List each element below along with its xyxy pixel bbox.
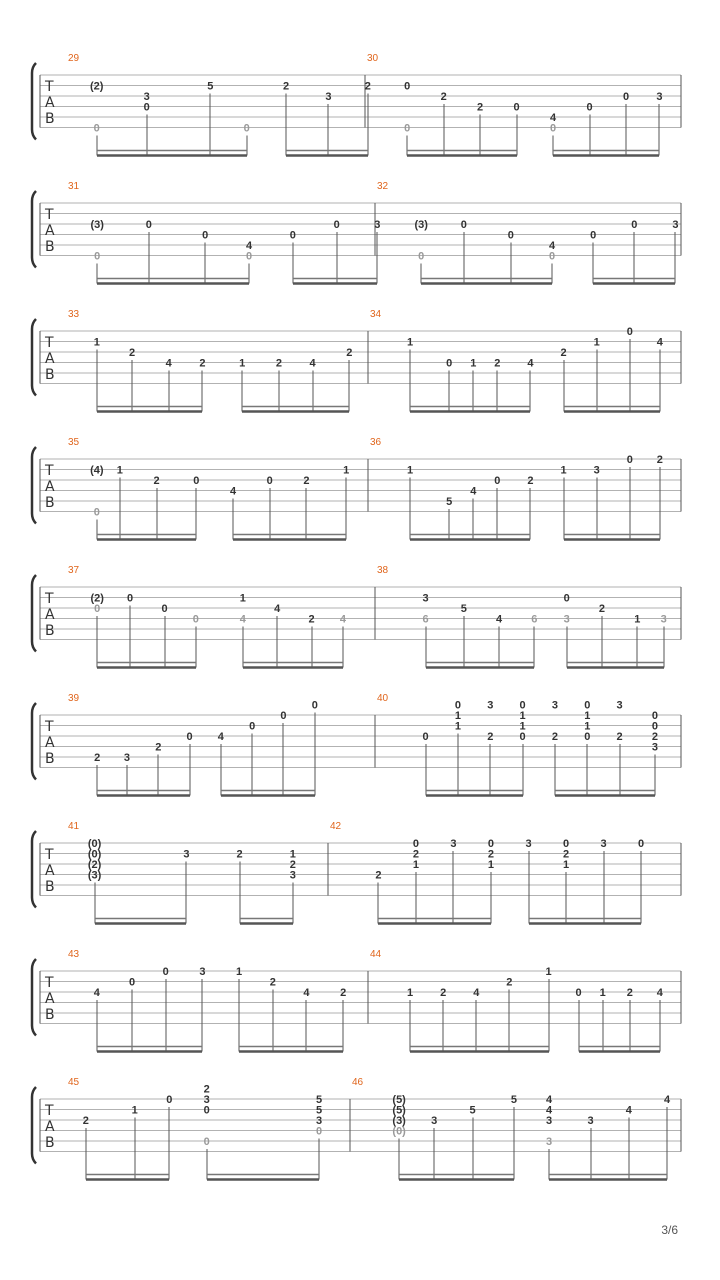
fret-number: 1 bbox=[289, 848, 296, 861]
page-number: 3/6 bbox=[661, 1223, 678, 1237]
measure-number: 42 bbox=[330, 821, 342, 832]
tab-clef-letter: A bbox=[45, 863, 55, 879]
fret-number: 2 bbox=[651, 731, 658, 743]
system-bracket bbox=[32, 319, 36, 396]
measure bbox=[68, 53, 371, 156]
fret-number: 0 bbox=[651, 720, 658, 733]
fret-number: 3 bbox=[422, 592, 429, 605]
fret-number: 3 bbox=[123, 752, 131, 764]
fret-number: (2) bbox=[87, 859, 102, 871]
fret-number: 0 bbox=[550, 122, 557, 135]
fret-number: 0 bbox=[333, 219, 340, 231]
fret-number: 4 bbox=[546, 1104, 553, 1117]
fret-number: 1 bbox=[584, 710, 591, 722]
fret-number: 3 bbox=[325, 91, 332, 103]
fret-number: 4 bbox=[664, 1094, 671, 1106]
fret-number: 3 bbox=[374, 219, 381, 231]
fret-number: 1 bbox=[236, 966, 243, 978]
system-bracket bbox=[32, 959, 36, 1036]
fret-number: 2 bbox=[153, 475, 160, 487]
fret-number: 0 bbox=[637, 838, 645, 850]
fret-number: 1 bbox=[239, 592, 246, 605]
fret-number: 4 bbox=[656, 336, 663, 349]
measure-number: 33 bbox=[68, 309, 80, 320]
fret-number: (4) bbox=[90, 464, 104, 477]
fret-number: 1 bbox=[634, 613, 641, 626]
fret-number: 2 bbox=[506, 976, 513, 989]
fret-number: 1 bbox=[584, 720, 591, 733]
measure-number: 35 bbox=[68, 437, 80, 448]
fret-number: (3) bbox=[87, 869, 102, 882]
tab-clef-letter: T bbox=[45, 975, 54, 991]
system-bracket bbox=[32, 575, 36, 652]
fret-number: 0 bbox=[651, 710, 658, 722]
tab-system bbox=[32, 693, 681, 796]
fret-number: 0 bbox=[93, 506, 100, 519]
fret-number: 1 bbox=[560, 464, 567, 477]
fret-number: 0 bbox=[454, 699, 461, 712]
fret-number: 0 bbox=[186, 731, 193, 743]
measure bbox=[68, 309, 352, 412]
tab-system bbox=[32, 181, 681, 284]
fret-number: 1 bbox=[519, 710, 526, 722]
fret-number: 1 bbox=[239, 357, 246, 370]
tab-system bbox=[32, 949, 681, 1052]
tab-clef-letter: B bbox=[45, 239, 55, 255]
fret-number: 1 bbox=[599, 987, 606, 999]
fret-number: 0 bbox=[280, 710, 287, 722]
fret-number: 4 bbox=[550, 112, 557, 124]
tab-clef-letter: A bbox=[45, 991, 55, 1007]
fret-number: 4 bbox=[470, 485, 477, 498]
measure bbox=[68, 1077, 322, 1180]
measure-number: 41 bbox=[68, 821, 80, 832]
tab-clef-letter: B bbox=[45, 1135, 55, 1151]
tab-clef-letter: A bbox=[45, 607, 55, 623]
fret-number: 0 bbox=[266, 475, 273, 487]
fret-number: 4 bbox=[229, 485, 237, 498]
fret-number: 0 bbox=[193, 475, 200, 487]
tab-system bbox=[32, 53, 681, 156]
fret-number: (3) bbox=[414, 219, 428, 231]
fret-number: 5 bbox=[510, 1094, 518, 1106]
fret-number: 0 bbox=[487, 838, 495, 850]
fret-number: 0 bbox=[166, 1094, 173, 1106]
measure bbox=[364, 53, 663, 156]
fret-number: 1 bbox=[562, 859, 570, 871]
fret-number: (3) bbox=[392, 1115, 406, 1127]
fret-number: 2 bbox=[82, 1115, 89, 1127]
measure bbox=[68, 181, 380, 284]
fret-number: 0 bbox=[513, 101, 520, 114]
system-bracket bbox=[32, 703, 36, 780]
fret-number: 6 bbox=[422, 613, 429, 626]
measure bbox=[68, 565, 347, 668]
fret-number: 0 bbox=[311, 699, 318, 712]
fret-number: 0 bbox=[243, 122, 250, 135]
fret-number: (5) bbox=[392, 1104, 406, 1117]
fret-number: (2) bbox=[89, 80, 104, 93]
tab-clef-letter: A bbox=[45, 351, 55, 367]
fret-number: (5) bbox=[392, 1094, 406, 1106]
fret-number: 3 bbox=[587, 1115, 594, 1127]
fret-number: 0 bbox=[161, 603, 168, 615]
fret-number: 0 bbox=[143, 101, 150, 114]
system-bracket bbox=[32, 191, 36, 268]
fret-number: 0 bbox=[494, 475, 501, 487]
fret-number: 0 bbox=[192, 613, 199, 626]
fret-number: 0 bbox=[590, 229, 597, 242]
tab-system bbox=[32, 437, 681, 540]
fret-number: 4 bbox=[527, 357, 534, 370]
tab-clef-letter: B bbox=[45, 751, 55, 767]
fret-number: 1 bbox=[131, 1104, 138, 1117]
system-bracket bbox=[32, 831, 36, 908]
tab-clef-letter: T bbox=[45, 591, 54, 607]
fret-number: 4 bbox=[274, 603, 281, 615]
fret-number: 3 bbox=[660, 613, 667, 626]
fret-number: 0 bbox=[202, 229, 209, 242]
fret-number: 2 bbox=[656, 454, 663, 466]
fret-number: 0 bbox=[315, 1125, 323, 1138]
fret-number: 2 bbox=[440, 987, 447, 999]
fret-number: 0 bbox=[404, 80, 411, 93]
fret-number: 1 bbox=[343, 464, 350, 477]
fret-number: 0 bbox=[575, 987, 582, 999]
tab-system bbox=[32, 565, 681, 668]
fret-number: 2 bbox=[94, 752, 101, 764]
fret-number: 5 bbox=[446, 496, 453, 508]
fret-number: (0) bbox=[87, 848, 102, 861]
fret-number: 1 bbox=[454, 720, 461, 733]
fret-number: 3 bbox=[315, 1115, 323, 1127]
measure-number: 44 bbox=[370, 949, 382, 960]
fret-number: 0 bbox=[631, 219, 638, 231]
fret-number: 0 bbox=[412, 838, 420, 850]
fret-number: 5 bbox=[469, 1104, 476, 1117]
fret-number: 4 bbox=[239, 613, 246, 626]
fret-number: 0 bbox=[622, 91, 630, 103]
fret-number: 2 bbox=[308, 613, 315, 626]
fret-number: 0 bbox=[548, 250, 556, 263]
fret-number: 0 bbox=[249, 720, 256, 733]
fret-number: 3 bbox=[651, 741, 658, 754]
fret-number: 3 bbox=[551, 699, 559, 712]
fret-number: 0 bbox=[584, 731, 591, 743]
measure-number: 40 bbox=[377, 693, 389, 704]
fret-number: 3 bbox=[563, 613, 570, 626]
fret-number: 3 bbox=[199, 966, 206, 978]
tab-clef-letter: B bbox=[45, 111, 55, 127]
system-bracket bbox=[32, 447, 36, 524]
measure bbox=[370, 437, 663, 540]
fret-number: 1 bbox=[593, 336, 600, 349]
fret-number: 0 bbox=[203, 1136, 210, 1148]
fret-number: 3 bbox=[593, 464, 600, 477]
measure-number: 32 bbox=[377, 181, 389, 192]
fret-number: 2 bbox=[346, 347, 353, 359]
measure-number: 38 bbox=[377, 565, 389, 576]
fret-number: 3 bbox=[616, 699, 623, 712]
tab-clef-letter: A bbox=[45, 735, 55, 751]
fret-number: 0 bbox=[94, 250, 101, 263]
tab-clef-letter: B bbox=[45, 623, 55, 639]
fret-number: 3 bbox=[183, 848, 190, 861]
fret-number: 3 bbox=[546, 1115, 553, 1127]
fret-number: 3 bbox=[431, 1115, 438, 1127]
fret-number: 4 bbox=[245, 240, 253, 252]
fret-number: 0 bbox=[519, 699, 526, 712]
fret-number: 1 bbox=[487, 859, 495, 871]
fret-number: 2 bbox=[494, 357, 501, 370]
measure-number: 37 bbox=[68, 565, 80, 576]
fret-number: 1 bbox=[116, 464, 123, 477]
fret-number: 2 bbox=[616, 731, 623, 743]
fret-number: 0 bbox=[422, 731, 429, 743]
measure-number: 46 bbox=[352, 1077, 364, 1088]
fret-number: 4 bbox=[165, 357, 172, 370]
fret-number: 2 bbox=[560, 347, 567, 359]
fret-number: 0 bbox=[586, 101, 593, 114]
fret-number: 0 bbox=[404, 122, 411, 135]
measure bbox=[68, 949, 346, 1052]
fret-number: 5 bbox=[207, 80, 214, 93]
fret-number: 1 bbox=[519, 720, 526, 733]
tab-clef-letter: A bbox=[45, 223, 55, 239]
tab-system bbox=[32, 821, 681, 924]
fret-number: 0 bbox=[94, 603, 101, 615]
tab-clef-letter: T bbox=[45, 79, 54, 95]
system-bracket bbox=[32, 63, 36, 140]
measure bbox=[68, 693, 318, 796]
measure-number: 29 bbox=[68, 53, 80, 64]
fret-number: 0 bbox=[162, 966, 169, 978]
fret-number: 0 bbox=[127, 592, 134, 605]
fret-number: 0 bbox=[563, 592, 570, 605]
fret-number: 1 bbox=[406, 336, 414, 349]
measure bbox=[330, 821, 644, 924]
fret-number: 0 bbox=[626, 454, 633, 466]
fret-number: 3 bbox=[546, 1136, 553, 1148]
fret-number: 2 bbox=[487, 848, 495, 861]
fret-number: 2 bbox=[412, 848, 420, 861]
fret-number: 1 bbox=[412, 859, 420, 871]
fret-number: 2 bbox=[282, 80, 290, 93]
fret-number: 0 bbox=[460, 219, 467, 231]
tab-clef-letter: B bbox=[45, 879, 55, 895]
measure bbox=[370, 949, 664, 1052]
fret-number: 1 bbox=[545, 966, 552, 978]
fret-number: 2 bbox=[289, 859, 296, 871]
fret-number: 2 bbox=[236, 848, 243, 861]
tab-clef-letter: T bbox=[45, 207, 54, 223]
fret-number: 4 bbox=[93, 987, 100, 999]
fret-number: 2 bbox=[275, 357, 282, 370]
fret-number: 2 bbox=[199, 357, 206, 370]
fret-number: 3 bbox=[672, 219, 679, 231]
fret-number: 3 bbox=[203, 1094, 210, 1106]
measure bbox=[68, 437, 349, 540]
fret-number: 3 bbox=[143, 91, 150, 103]
fret-number: 0 bbox=[289, 229, 296, 242]
fret-number: 4 bbox=[339, 613, 346, 626]
fret-number: 0 bbox=[93, 122, 100, 135]
fret-number: 2 bbox=[303, 475, 310, 487]
system-bracket bbox=[32, 1087, 36, 1164]
fret-number: 2 bbox=[375, 869, 382, 882]
fret-number: (3) bbox=[90, 219, 104, 231]
measure bbox=[377, 181, 679, 284]
fret-number: 4 bbox=[303, 987, 310, 999]
measure-number: 36 bbox=[370, 437, 382, 448]
fret-number: 2 bbox=[269, 976, 276, 989]
fret-number: 6 bbox=[531, 613, 538, 626]
fret-number: 1 bbox=[93, 336, 100, 349]
fret-number: 2 bbox=[626, 987, 633, 999]
tab-clef-letter: T bbox=[45, 463, 54, 479]
fret-number: 2 bbox=[562, 848, 570, 861]
fret-number: 2 bbox=[128, 347, 136, 359]
fret-number: 0 bbox=[507, 229, 514, 242]
fret-number: 1 bbox=[406, 464, 414, 477]
measure-number: 30 bbox=[367, 53, 379, 64]
fret-number: 3 bbox=[487, 699, 494, 712]
tab-clef-letter: T bbox=[45, 719, 54, 735]
measure bbox=[377, 693, 658, 796]
fret-number: 0 bbox=[626, 326, 633, 338]
tab-clef-letter: T bbox=[45, 1103, 54, 1119]
tab-clef-letter: A bbox=[45, 1119, 55, 1135]
fret-number: 0 bbox=[418, 250, 425, 263]
fret-number: 4 bbox=[548, 240, 556, 252]
fret-number: 0 bbox=[584, 699, 591, 712]
fret-number: 3 bbox=[289, 869, 296, 882]
fret-number: 2 bbox=[155, 741, 162, 754]
fret-number: 4 bbox=[546, 1094, 553, 1106]
measure-number: 43 bbox=[68, 949, 80, 960]
fret-number: 5 bbox=[460, 603, 467, 615]
measure bbox=[377, 565, 667, 668]
fret-number: 2 bbox=[598, 603, 606, 615]
fret-number: 5 bbox=[315, 1094, 323, 1106]
fret-number: 3 bbox=[450, 838, 457, 850]
measure bbox=[370, 309, 664, 412]
measure-number: 45 bbox=[68, 1077, 80, 1088]
measure-number: 31 bbox=[68, 181, 80, 192]
tab-system bbox=[32, 1077, 681, 1180]
fret-number: 3 bbox=[600, 838, 607, 850]
fret-number: 1 bbox=[454, 710, 461, 722]
fret-number: 2 bbox=[487, 731, 494, 743]
fret-number: 3 bbox=[525, 838, 532, 850]
fret-number: 4 bbox=[217, 731, 224, 743]
tab-clef-letter: A bbox=[45, 479, 55, 495]
fret-number: 4 bbox=[625, 1104, 632, 1117]
fret-number: 2 bbox=[527, 475, 534, 487]
fret-number: 4 bbox=[496, 613, 503, 626]
measure-number: 39 bbox=[68, 693, 80, 704]
fret-number: (0) bbox=[87, 838, 102, 850]
tab-clef-letter: B bbox=[45, 367, 55, 383]
fret-number: 1 bbox=[406, 987, 414, 999]
fret-number: (0) bbox=[392, 1125, 406, 1138]
fret-number: 2 bbox=[364, 80, 371, 93]
measure bbox=[352, 1077, 671, 1180]
fret-number: 4 bbox=[309, 357, 316, 370]
tab-clef-letter: T bbox=[45, 335, 54, 351]
fret-number: 2 bbox=[477, 101, 484, 114]
fret-number: 2 bbox=[340, 987, 347, 999]
fret-number: 0 bbox=[128, 976, 136, 989]
fret-number: 4 bbox=[473, 987, 480, 999]
fret-number: 2 bbox=[203, 1083, 210, 1096]
fret-number: 5 bbox=[315, 1104, 323, 1117]
tab-clef-letter: T bbox=[45, 847, 54, 863]
fret-number: 0 bbox=[203, 1104, 210, 1117]
fret-number: 0 bbox=[145, 219, 152, 231]
tab-system bbox=[32, 309, 681, 412]
fret-number: 1 bbox=[470, 357, 477, 370]
fret-number: 4 bbox=[656, 987, 663, 999]
measure bbox=[68, 821, 296, 924]
fret-number: 2 bbox=[551, 731, 559, 743]
measure-number: 34 bbox=[370, 309, 382, 320]
tab-clef-letter: B bbox=[45, 1007, 55, 1023]
fret-number: 0 bbox=[562, 838, 570, 850]
fret-number: 0 bbox=[446, 357, 453, 370]
fret-number: 3 bbox=[656, 91, 663, 103]
fret-number: 0 bbox=[519, 731, 526, 743]
fret-number: 2 bbox=[440, 91, 447, 103]
tab-clef-letter: B bbox=[45, 495, 55, 511]
tab-clef-letter: A bbox=[45, 95, 55, 111]
fret-number: 0 bbox=[245, 250, 253, 263]
fret-number: (2) bbox=[90, 592, 104, 605]
